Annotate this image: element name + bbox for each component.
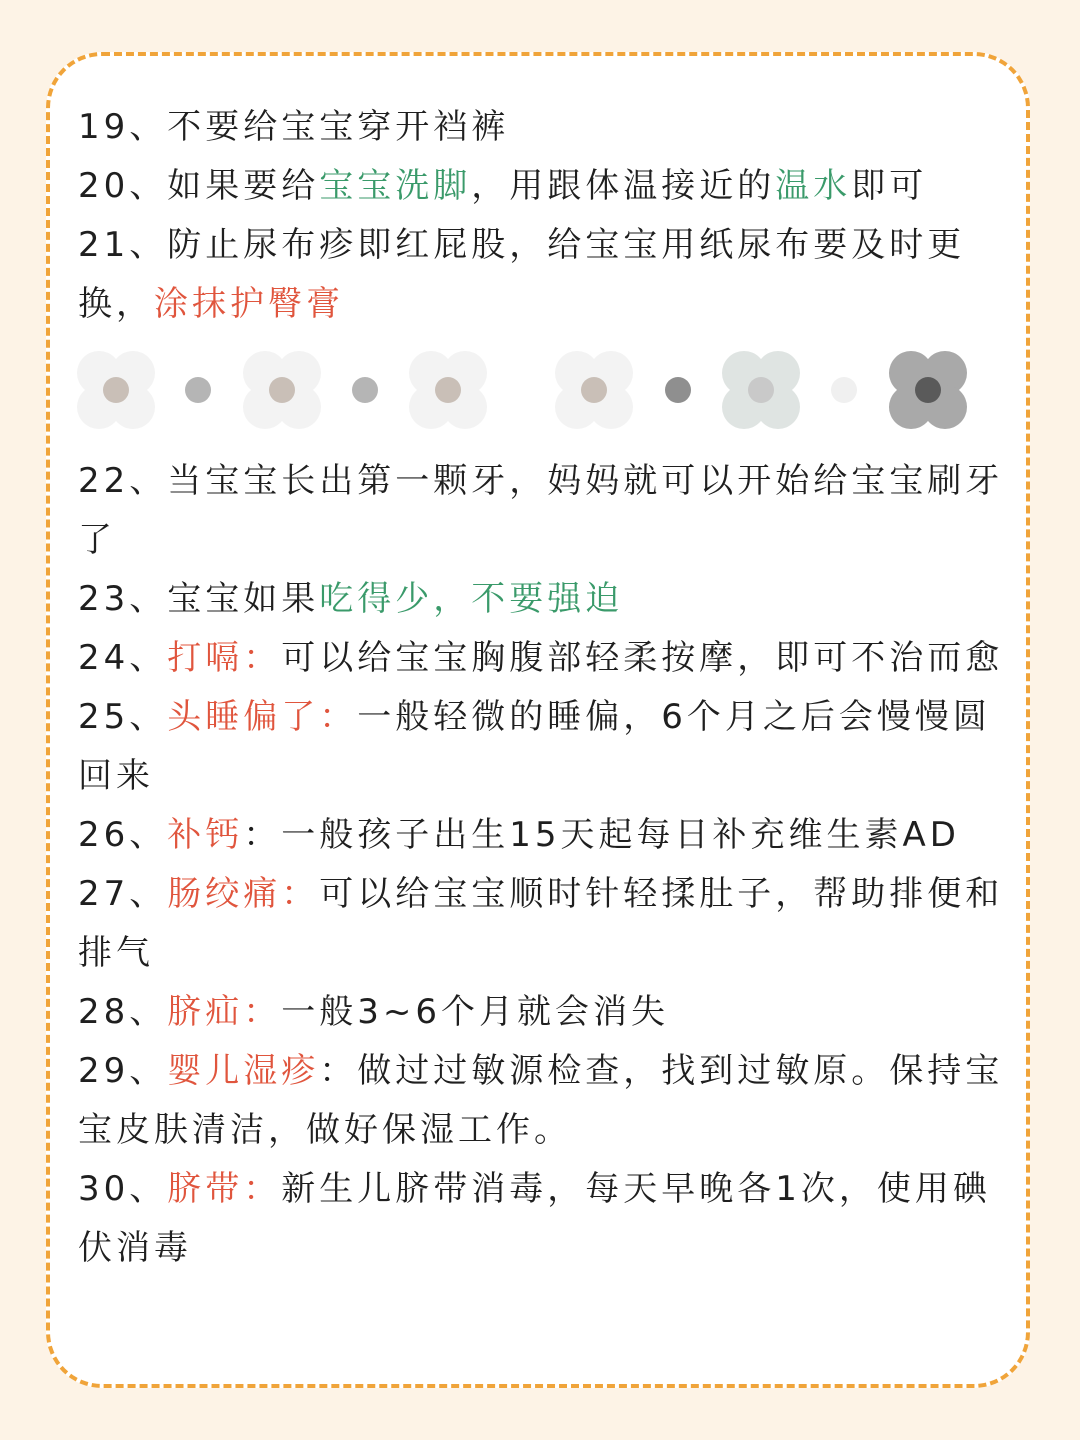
- flower-icon: [889, 351, 967, 429]
- tip-text: 可以给宝宝顺时针轻揉肚子，帮助排便和排气: [78, 874, 1004, 973]
- tip-highlight: 脐带：: [167, 1169, 282, 1209]
- dot-icon: [352, 377, 378, 403]
- tip-text: 22、当宝宝长出第一颗牙，妈妈就可以开始给宝宝刷牙了: [78, 461, 1004, 560]
- dot-icon: [665, 377, 691, 403]
- flower-icon: [555, 351, 633, 429]
- tip-text: 即可: [851, 166, 928, 206]
- tip-item-19: [78, 98, 1008, 157]
- tip-item-21: [78, 216, 1008, 334]
- tip-text: 19、不要给宝宝穿开裆裤: [78, 107, 510, 147]
- tip-item-25: [78, 688, 1008, 806]
- flower-icon: [409, 351, 487, 429]
- tip-item-26: [78, 806, 1008, 865]
- tip-highlight: 补钙: [167, 815, 244, 855]
- tip-highlight: 宝宝洗脚: [319, 166, 472, 206]
- flower-icon: [243, 351, 321, 429]
- tip-text: 30、: [78, 1169, 168, 1209]
- tip-text: 可以给宝宝胸腹部轻柔按摩，即可不治而愈: [281, 638, 1004, 678]
- tip-highlight: 婴儿湿疹: [167, 1051, 320, 1091]
- dot-icon: [831, 377, 857, 403]
- tip-text: 29、: [78, 1051, 168, 1091]
- tip-text: 20、如果要给: [78, 166, 320, 206]
- flower-divider-graphic: [72, 342, 1002, 442]
- tip-item-27: [78, 865, 1008, 983]
- tip-text: 28、: [78, 992, 168, 1032]
- tip-item-20: [78, 157, 1008, 216]
- tip-item-24: [78, 629, 1008, 688]
- flower-icon: [77, 351, 155, 429]
- tip-item-29: [78, 1042, 1008, 1160]
- dot-icon: [185, 377, 211, 403]
- flower-icon: [722, 351, 800, 429]
- tip-item-22: [78, 452, 1008, 570]
- tip-item-30: [78, 1160, 1008, 1278]
- tip-highlight: 涂抹护臀膏: [154, 284, 344, 324]
- tip-item-23: [78, 570, 1008, 629]
- tip-text: 新生儿脐带消毒，每天早晚各1次，使用碘伏消毒: [78, 1169, 991, 1268]
- tip-highlight: 肠绞痛：: [167, 874, 320, 914]
- tip-text: ：做过过敏源检查，找到过敏原。保持宝宝皮肤清洁，做好保湿工作。: [78, 1051, 1004, 1150]
- tip-highlight: 温水: [775, 166, 852, 206]
- tip-highlight: 吃得少，不要强迫: [319, 579, 624, 619]
- flower-divider: [78, 334, 1008, 452]
- tip-highlight: 头睡偏了：: [167, 697, 358, 737]
- tip-highlight: 脐疝：: [167, 992, 282, 1032]
- tip-text: 26、: [78, 815, 168, 855]
- tip-text: ，用跟体温接近的: [471, 166, 776, 206]
- tips-list: [78, 98, 1008, 1278]
- tip-highlight: 打嗝：: [167, 638, 282, 678]
- tip-text: 27、: [78, 874, 168, 914]
- tip-text: 24、: [78, 638, 168, 678]
- tip-text: 一般轻微的睡偏，6个月之后会慢慢圆回来: [78, 697, 991, 796]
- tip-text: 21、防止尿布疹即红屁股，给宝宝用纸尿布要及时更换，: [78, 225, 966, 324]
- tip-text: ：一般孩子出生15天起每日补充维生素AD: [243, 815, 960, 855]
- tip-text: 一般3~6个月就会消失: [281, 992, 670, 1032]
- tip-text: 25、: [78, 697, 168, 737]
- tip-item-28: [78, 983, 1008, 1042]
- tip-text: 23、宝宝如果: [78, 579, 320, 619]
